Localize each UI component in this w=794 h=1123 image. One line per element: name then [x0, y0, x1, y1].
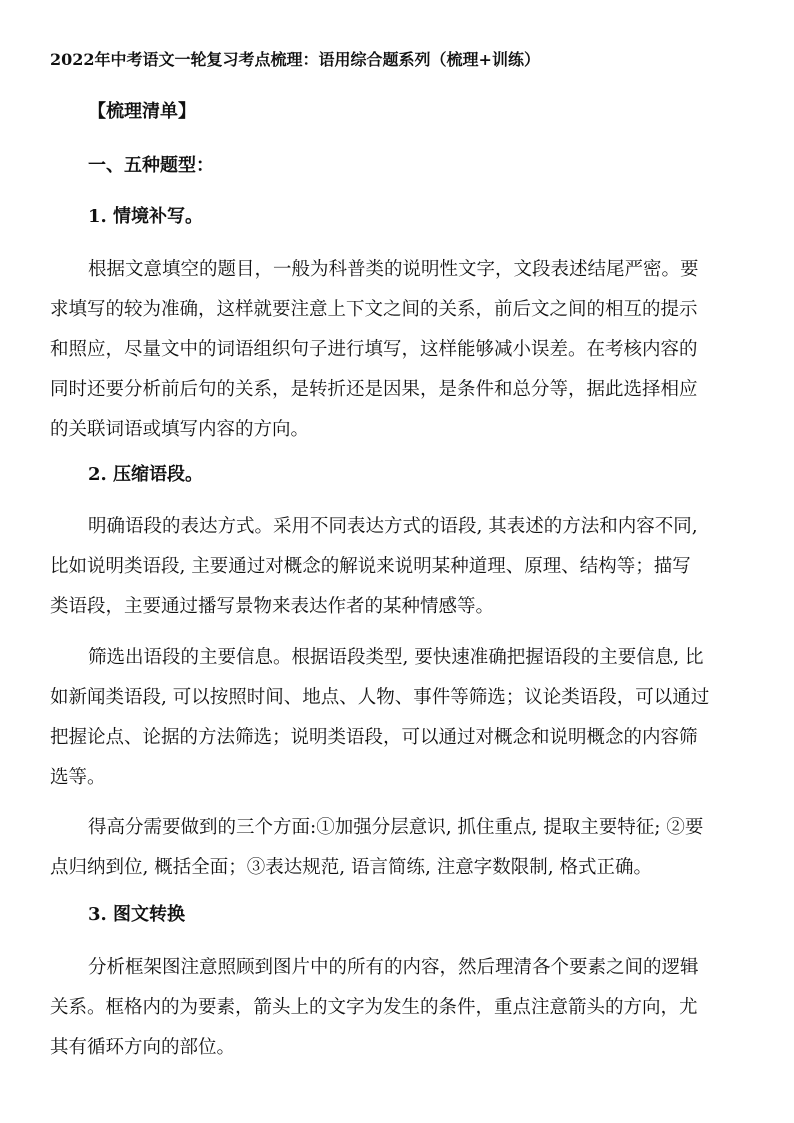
part-heading: 一、五种题型：	[88, 155, 214, 176]
paragraph-2-3	[50, 808, 756, 888]
paragraph-line: 点归纳到位, 概括全面；③表达规范, 语言简练, 注意字数限制, 格式正确。	[50, 857, 653, 878]
paragraph-2-1	[50, 507, 756, 627]
section-heading-3: 3. 图文转换	[88, 904, 186, 925]
paragraph-line: 求填写的较为准确，这样就要注意上下文之间的关系，前后文之间的相互的提示	[50, 299, 698, 320]
paragraph-line: 如新闻类语段, 可以按照时间、地点、人物、事件等筛选；议论类语段，可以通过	[50, 687, 710, 708]
paragraph-3-1	[50, 948, 756, 1068]
paragraph-line: 把握论点、论据的方法筛选；说明类语段，可以通过对概念和说明概念的内容筛	[50, 727, 698, 748]
document-title: 2022年中考语文一轮复习考点梳理：语用综合题系列（梳理+训练）	[50, 50, 540, 69]
paragraph-line: 选等。	[50, 767, 106, 788]
paragraph-line: 其有循环方向的部位。	[50, 1037, 236, 1058]
paragraph-2-2	[50, 638, 756, 798]
paragraph-line: 根据文意填空的题目，一般为科普类的说明性文字，文段表述结尾严密。要	[88, 259, 699, 280]
paragraph-line: 筛选出语段的主要信息。根据语段类型, 要快速准确把握语段的主要信息, 比	[88, 647, 704, 668]
paragraph-line: 的关联词语或填写内容的方向。	[50, 419, 310, 440]
paragraph-1-1	[50, 250, 756, 450]
paragraph-line: 和照应，尽量文中的词语组织句子进行填写，这样能够减小误差。在考核内容的	[50, 339, 698, 360]
section-header: 【梳理清单】	[88, 101, 196, 122]
paragraph-line: 分析框架图注意照顾到图片中的所有的内容，然后理清各个要素之间的逻辑	[88, 957, 699, 978]
paragraph-line: 类语段，主要通过播写景物来表达作者的某种情感等。	[50, 596, 495, 617]
section-heading-1: 1. 情境补写。	[88, 206, 204, 227]
paragraph-line: 明确语段的表达方式。采用不同表达方式的语段, 其表述的方法和内容不同,	[88, 516, 698, 537]
paragraph-line: 同时还要分析前后句的关系，是转折还是因果，是条件和总分等，据此选择相应	[50, 379, 698, 400]
paragraph-line: 关系。框格内的为要素，箭头上的文字为发生的条件，重点注意箭头的方向，尤	[50, 997, 698, 1018]
paragraph-line: 得高分需要做到的三个方面:①加强分层意识, 抓住重点, 提取主要特征; ②要	[88, 817, 704, 838]
section-heading-2: 2. 压缩语段。	[88, 464, 204, 485]
paragraph-line: 比如说明类语段, 主要通过对概念的解说来说明某种道理、原理、结构等；描写	[50, 556, 691, 577]
